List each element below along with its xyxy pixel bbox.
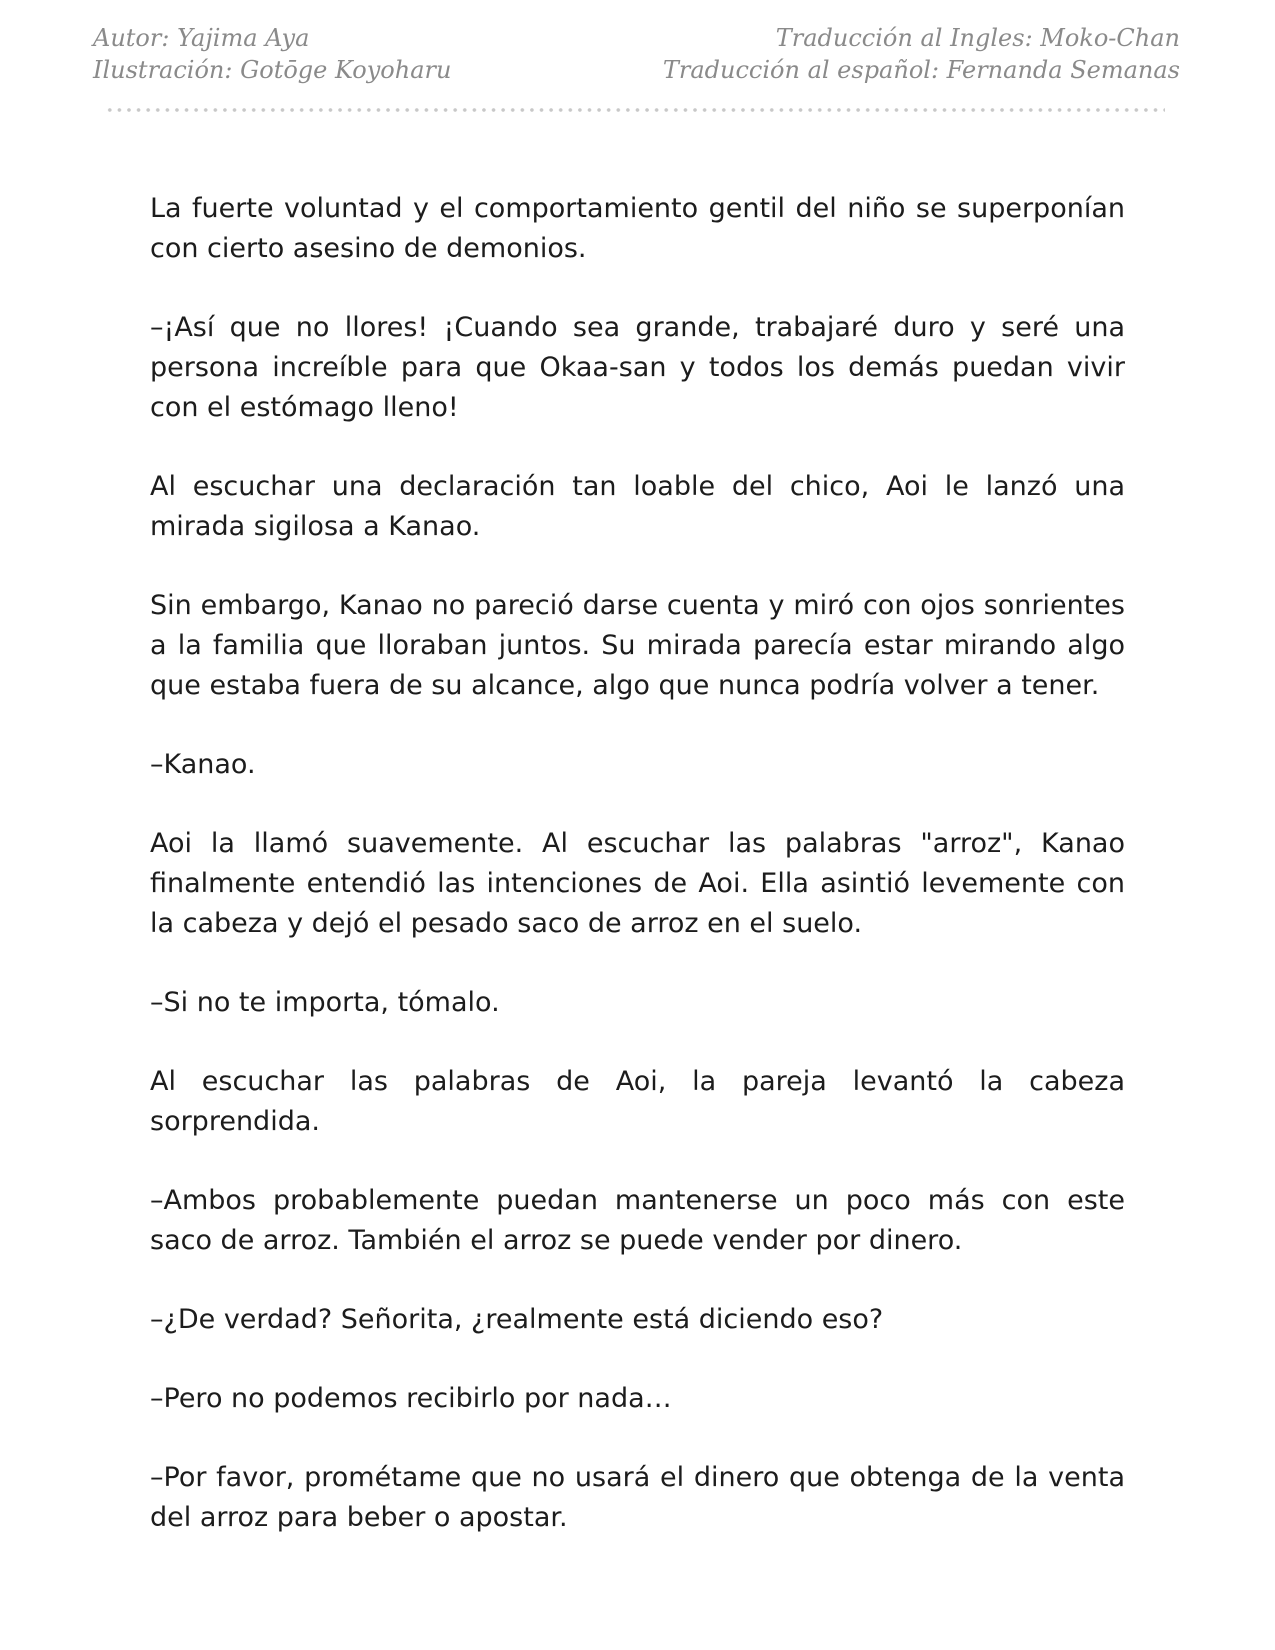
- paragraph: –Por favor, prométame que no usará el dinero que obtenga de la venta del arroz para beber o apostar.: [150, 1462, 1125, 1533]
- dotted-divider: [105, 108, 1165, 112]
- paragraph: –Pero no podemos recibirlo por nada…: [150, 1383, 672, 1414]
- illustrator-credit: Ilustración: Gotōge Koyoharu: [93, 56, 452, 84]
- paragraph: –¿De verdad? Señorita, ¿realmente está diciendo eso?: [150, 1304, 884, 1335]
- paragraph: –Si no te importa, tómalo.: [150, 987, 500, 1018]
- header-credits-right: [663, 22, 1180, 86]
- paragraph: –Kanao.: [150, 749, 256, 780]
- paragraph: –Ambos probablemente puedan mantenerse un poco más con este saco de arroz. También el arroz se puede vender por dinero.: [150, 1185, 1125, 1256]
- paragraph: Aoi la llamó suavemente. Al escuchar las palabras "arroz", Kanao finalmente entendió las intenciones de Aoi. Ella asintió levemente con la cabeza y dejó el pesado saco de arroz en el suelo.: [150, 828, 1125, 939]
- paragraph: –¡Así que no llores! ¡Cuando sea grande, trabajaré duro y seré una persona increíble para que Okaa-san y todos los demás puedan vivir con el estómago lleno!: [150, 312, 1125, 423]
- header-credits-left: [93, 22, 451, 86]
- paragraph: Sin embargo, Kanao no pareció darse cuenta y miró con ojos sonrientes a la familia que lloraban juntos. Su mirada parecía estar mirando algo que estaba fuera de su alcance, algo que nunca podría volver a tener.: [150, 590, 1125, 701]
- paragraph: La fuerte voluntad y el comportamiento gentil del niño se superponían con cierto asesino de demonios.: [150, 193, 1125, 264]
- body-text: [150, 189, 1125, 1577]
- english-translator-credit: Traducción al Ingles: Moko-Chan: [775, 24, 1180, 52]
- paragraph: Al escuchar una declaración tan loable del chico, Aoi le lanzó una mirada sigilosa a Kanao.: [150, 471, 1125, 542]
- paragraph: Al escuchar las palabras de Aoi, la pareja levantó la cabeza sorprendida.: [150, 1066, 1125, 1137]
- spanish-translator-credit: Traducción al español: Fernanda Semanas: [662, 56, 1180, 84]
- author-credit: Autor: Yajima Aya: [93, 24, 310, 52]
